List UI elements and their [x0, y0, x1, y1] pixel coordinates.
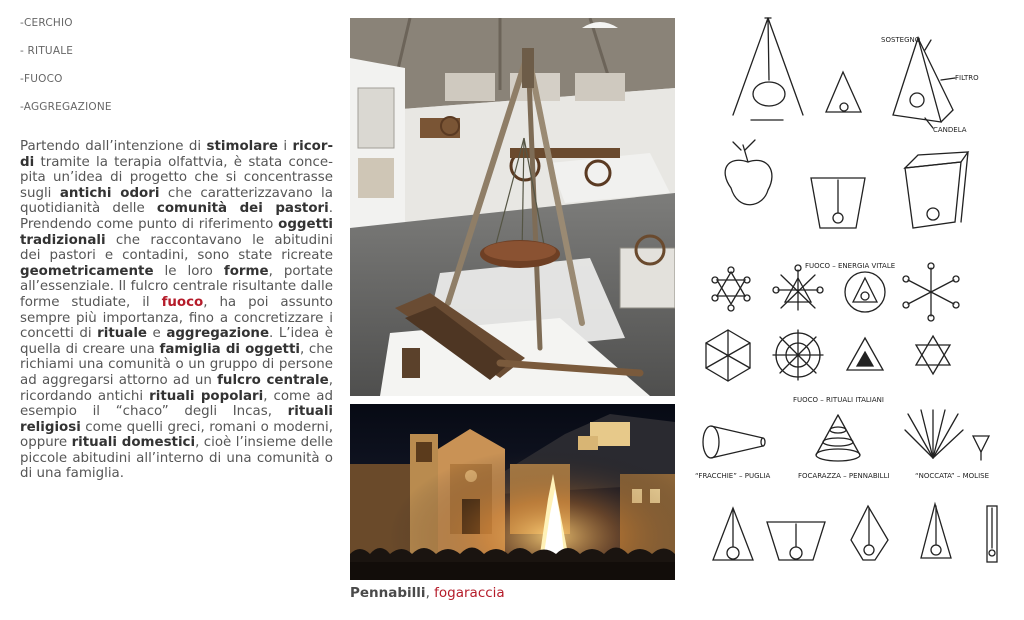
stacked-cone-sketch — [816, 415, 860, 461]
label-candela: CANDELA — [933, 126, 967, 134]
triangle-candle-sketch — [713, 508, 753, 560]
keyword-item: -FUOCO — [20, 73, 63, 85]
label-filtro: FILTRO — [955, 74, 979, 82]
wheel-symbol — [773, 330, 823, 380]
bold-term: oggetti tradizionali — [20, 216, 333, 248]
text-span: tramite la terapia olfattvia, è stata concepita un’idea di progetto che si concentrasse sugli — [20, 154, 333, 201]
pyramid-filter-sketch — [893, 38, 955, 128]
label-fracchie: “FRACCHIE” – PUGLIA — [695, 472, 771, 480]
bold-term: antichi odori — [59, 185, 160, 201]
project-description — [20, 139, 333, 482]
fogaraccia-photo — [350, 404, 675, 580]
text-span: . L’idea è quella di creare una — [20, 326, 333, 357]
text-span: , portate all’essenziale. Il fulcro centrale risultante dalle forme studiate, il — [20, 263, 334, 310]
label-fuoco-rituali: FUOCO – RITUALI ITALIANI — [793, 396, 884, 404]
text-span: e — [147, 326, 167, 342]
keyword-item: -AGGREGAZIONE — [20, 101, 112, 113]
cone-candle-sketch — [921, 504, 951, 558]
text-span: . Prendendo come punto di riferimento — [20, 201, 333, 232]
bold-term: comunità dei pastori — [156, 201, 329, 217]
caption-event: fogaraccia — [434, 585, 505, 601]
concept-sketches — [693, 10, 1011, 590]
trapezoid-sketch — [811, 178, 865, 228]
bold-term: geometricamente — [20, 263, 154, 279]
triangle-filled-symbol — [847, 338, 883, 370]
apple-sketch — [725, 140, 772, 205]
keyword-item: - RITUALE — [20, 45, 74, 57]
text-span: i — [277, 139, 293, 154]
label-fuoco-energia: FUOCO – ENERGIA VITALE — [805, 262, 896, 270]
label-noccata: “NOCCATA” – MOLISE — [915, 472, 990, 480]
bold-term: stimolare — [206, 139, 278, 154]
bold-term: rituali domestici — [71, 435, 196, 451]
text-span: Partendo dall’intenzione di — [20, 139, 207, 154]
museum-tripod-photo — [350, 18, 675, 396]
tube-candle-sketch — [987, 506, 997, 562]
box-sketch — [905, 152, 968, 228]
bold-term: rituale — [97, 326, 147, 342]
keyword-list — [20, 14, 220, 126]
hexagram-dots-symbol — [712, 267, 750, 311]
label-sostegno: SOSTEGNO — [881, 36, 921, 44]
triangle-rays-symbol — [773, 265, 823, 310]
bold-term: rituali popolari — [149, 388, 264, 404]
bold-term: rituali religiosi — [20, 404, 333, 435]
fogaraccia-illustration — [350, 404, 675, 580]
bold-term: aggregazione — [166, 326, 270, 342]
star-of-david-symbol — [916, 336, 950, 374]
cone-horizontal-sketch — [703, 426, 765, 458]
text-span: , ricordando antichi — [20, 372, 333, 404]
text-span: che raccontavano le abitudini dei pastori e contadini, sono state ricreate — [20, 232, 333, 264]
bold-term: forme — [223, 263, 269, 279]
hanging-tripod-sketch — [733, 18, 803, 120]
bold-term: ricordi — [20, 139, 333, 170]
label-focarazza: FOCARAZZA – PENNABILLI — [798, 472, 890, 480]
text-span: , che richiami una comunità o un gruppo di persone ad aggregarsi attorno ad un — [20, 341, 333, 388]
museum-tripod-illustration — [350, 18, 675, 396]
text-span: , ha poi assunto sempre più importanza, fino a concretizzare i concetti di — [20, 294, 333, 342]
circle-triangle-symbol — [845, 272, 885, 312]
text-span: , come ad esempio il “chaco” degli Incas, — [20, 388, 333, 420]
keyword-item: -CERCHIO — [20, 17, 73, 29]
bold-term: fulcro centrale — [217, 372, 329, 388]
kite-candle-sketch — [851, 506, 888, 560]
text-span: le loro — [153, 263, 224, 279]
photo-caption — [350, 585, 505, 601]
text-span: come quelli greci, romani o moderni, oppure — [20, 419, 333, 451]
text-span: che caratterizzavano la quotidianità delle — [20, 185, 333, 217]
asterisk-dots-symbol — [903, 263, 959, 321]
bold-term: famiglia di oggetti — [159, 341, 300, 357]
caption-separator: , — [425, 585, 435, 601]
triangle-sketch — [826, 72, 861, 112]
bowl-candle-sketch — [767, 522, 825, 560]
text-span: , cioè l’insieme delle piccole abitudini all’interno di una comunità o di una famiglia. — [20, 435, 333, 482]
caption-place: Pennabilli — [350, 585, 426, 601]
fan-sticks-sketch — [905, 410, 989, 460]
highlight-term: fuoco — [161, 294, 204, 310]
hexagon-star-symbol — [706, 330, 750, 381]
